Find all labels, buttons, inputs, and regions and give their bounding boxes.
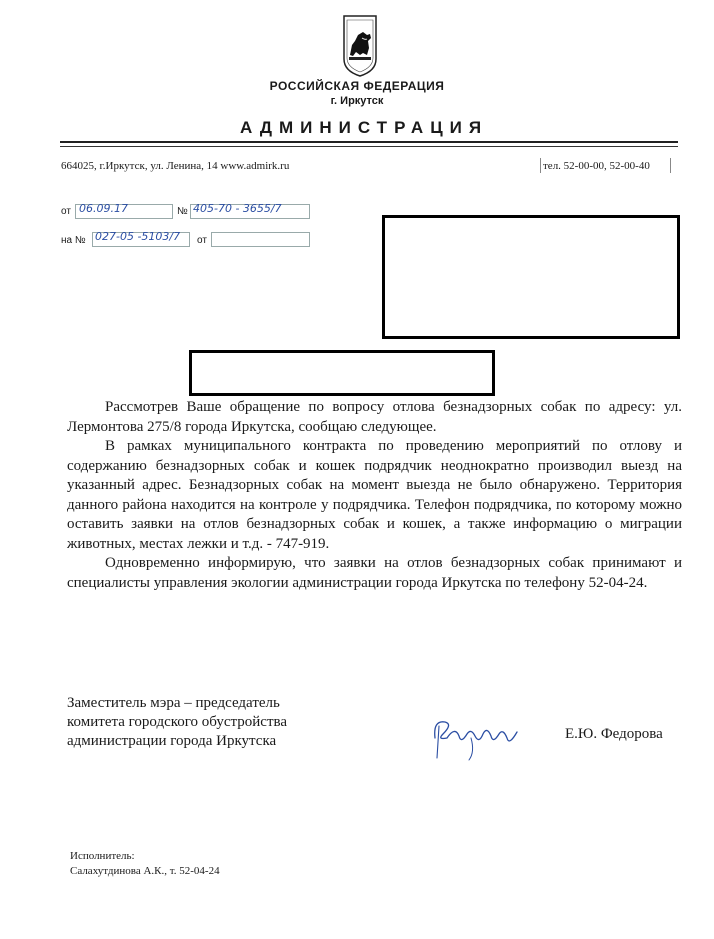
signer-title (67, 694, 287, 751)
reply-label: на № (61, 235, 86, 246)
executor-details: Салахутдинова А.К., т. 52-04-24 (70, 865, 220, 877)
executor-info (70, 849, 220, 879)
redacted-recipient-block (382, 215, 680, 339)
header-city: г. Иркутск (330, 95, 384, 107)
from-label: от (61, 206, 71, 217)
body-paragraph: Одновременно информирую, что заявки на отлов безнадзорных собак принимают и специалисты управления экологии администрации города Иркутска по телефону 52-04-24. (67, 555, 682, 591)
divider (540, 158, 541, 173)
signer-title-line: администрации города Иркутска (67, 733, 277, 749)
header-address: 664025, г.Иркутск, ул. Ленина, 14 www.admirk.ru (61, 160, 290, 172)
header-divider-thin (60, 146, 678, 147)
number-label: № (177, 206, 188, 217)
header-country: РОССИЙСКАЯ ФЕДЕРАЦИЯ (269, 79, 445, 93)
executor-label: Исполнитель: (70, 850, 135, 862)
divider (670, 158, 671, 173)
coat-of-arms-icon (343, 15, 377, 77)
body-paragraph: Рассмотрев Ваше обращение по вопросу отлова безнадзорных собак по адресу: ул. Лермонтова 275/8 города Иркутска, сообщаю следующее. (67, 399, 682, 435)
number-field (190, 204, 310, 219)
header-phone: тел. 52-00-00, 52-00-40 (543, 160, 650, 172)
handwritten-signature (425, 708, 525, 763)
redacted-salutation (189, 350, 495, 396)
body-paragraph: В рамках муниципального контракта по проведению мероприятий по отлову и содержанию безнадзорных собак и кошек подрядчик неоднократно производил выезд на указанный адрес. Безнадзорных собак на момент выезда не было обнаружено. Территория данного района находится на контроле у подрядчика. Телефон подрядчика, по которому можно оставить заявки на отлов безнадзорных собак и кошек, а также информацию о миграции животных, местах лежки и т.д. - 747-919. (67, 438, 682, 552)
reply-number-field (92, 232, 190, 247)
date-value: 06.09.17 (79, 202, 128, 215)
letter-body (67, 398, 682, 593)
date-field (75, 204, 173, 219)
header-title: АДМИНИСТРАЦИЯ (239, 118, 489, 137)
reply-from-label: от (197, 235, 207, 246)
header-divider-thick (60, 141, 678, 143)
number-value: 405-70 - 3655/7 (193, 202, 282, 215)
signer-name: Е.Ю. Федорова (565, 726, 663, 742)
signer-title-line: Заместитель мэра – председатель (67, 695, 280, 711)
signer-title-line: комитета городского обустройства (67, 714, 288, 730)
reply-date-field (211, 232, 310, 247)
reply-number-value: 027-05 -5103/7 (95, 230, 181, 243)
